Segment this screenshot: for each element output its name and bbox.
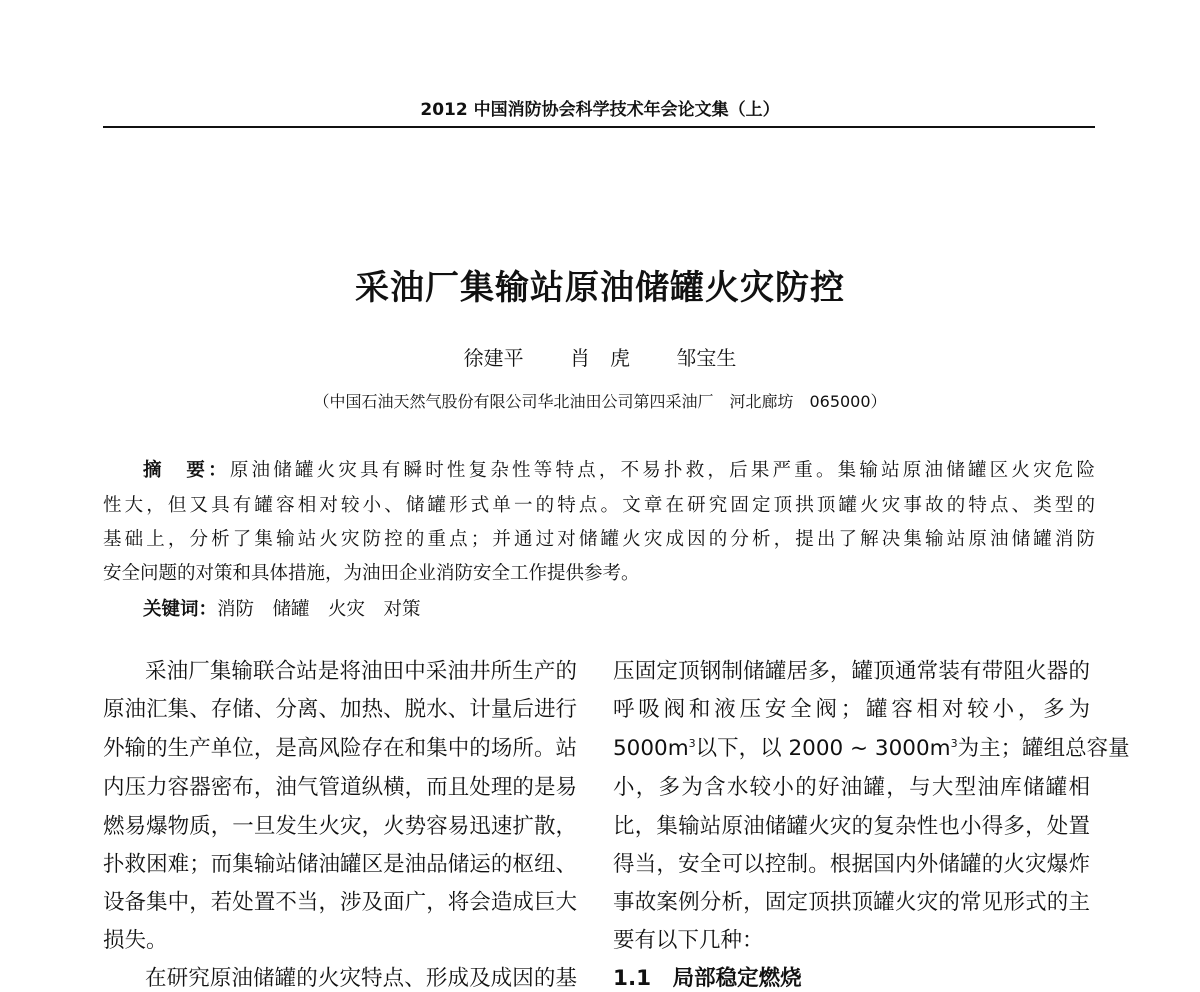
keywords-label: 关键词：: [143, 599, 218, 620]
authors: [0, 342, 1200, 371]
body-line: [613, 731, 1130, 762]
body-line: 压固定顶钢制储罐居多，罐顶通常装有带阻火器的: [613, 659, 1090, 684]
body-line: 外输的生产单位，是高风险存在和集中的场所。站: [103, 736, 577, 761]
superscript: 3: [688, 736, 696, 750]
keywords-value: 消防 储罐 火灾 对策: [217, 599, 421, 620]
affiliation: （中国石油天然气股份有限公司华北油田公司第四采油厂 河北廊坊 065000）: [313, 392, 887, 411]
body-line: 呼吸阀和液压安全阀；罐容相对较小，多为: [613, 697, 1090, 722]
author: 肖 虎: [570, 346, 630, 370]
body-line: 内压力容器密布，油气管道纵横，而且处理的是易: [103, 775, 577, 800]
body-line: 在研究原油储罐的火灾特点、形成及成因的基: [145, 966, 577, 991]
body-line: 设备集中，若处置不当，涉及面广，将会造成巨大: [103, 890, 577, 915]
body-line: 小，多为含水较小的好油罐，与大型油库储罐相: [613, 775, 1090, 800]
abstract-line: 基础上，分析了集输站火灾防控的重点；并通过对储罐火灾成因的分析，提出了解决集输站原油储罐消防: [103, 529, 1095, 550]
body-line: 损失。: [103, 928, 168, 953]
keywords: [143, 595, 1095, 621]
paper-title: 采油厂集输站原油储罐火灾防控: [355, 268, 845, 308]
text: 以下，以 2000 ~ 3000m: [695, 736, 951, 761]
body-line: 燃易爆物质，一旦发生火灾，火势容易迅速扩散，: [103, 814, 577, 839]
body-line: 原油汇集、存储、分离、加热、脱水、计量后进行: [103, 697, 577, 722]
body-line: 比，集输站原油储罐火灾的复杂性也小得多，处置: [613, 814, 1090, 839]
body-line: 扑救困难；而集输站储油罐区是油品储运的枢纽、: [103, 852, 577, 877]
author: 徐建平: [463, 346, 524, 370]
abstract-line: 安全问题的对策和具体措施，为油田企业消防安全工作提供参考。: [103, 563, 640, 584]
text: 为主；罐组总容量: [957, 736, 1130, 761]
body-line: 得当，安全可以控制。根据国内外储罐的火灾爆炸: [613, 852, 1090, 877]
header-rule: [103, 126, 1095, 128]
abstract-line: 性大，但又具有罐容相对较小、储罐形式单一的特点。文章在研究固定顶拱顶罐火灾事故的特点、类型的: [103, 495, 1095, 516]
superscript: 3: [950, 736, 958, 750]
author: 邹宝生: [676, 346, 737, 370]
body-line: 采油厂集输联合站是将油田中采油井所生产的: [145, 659, 577, 684]
abstract-text: 原油储罐火灾具有瞬时性复杂性等特点，不易扑救，后果严重。集输站原油储罐区火灾危险: [229, 460, 1095, 481]
section-heading: 1.1 局部稳定燃烧: [613, 966, 802, 991]
text: 5000m: [613, 736, 689, 761]
abstract-label: 摘 要：: [143, 460, 230, 481]
body-line: 事故案例分析，固定顶拱顶罐火灾的常见形式的主: [613, 890, 1090, 915]
running-head: 2012 中国消防协会科学技术年会论文集（上）: [420, 100, 780, 120]
body-line: 要有以下几种：: [613, 928, 764, 953]
abstract-line: [143, 456, 1095, 482]
